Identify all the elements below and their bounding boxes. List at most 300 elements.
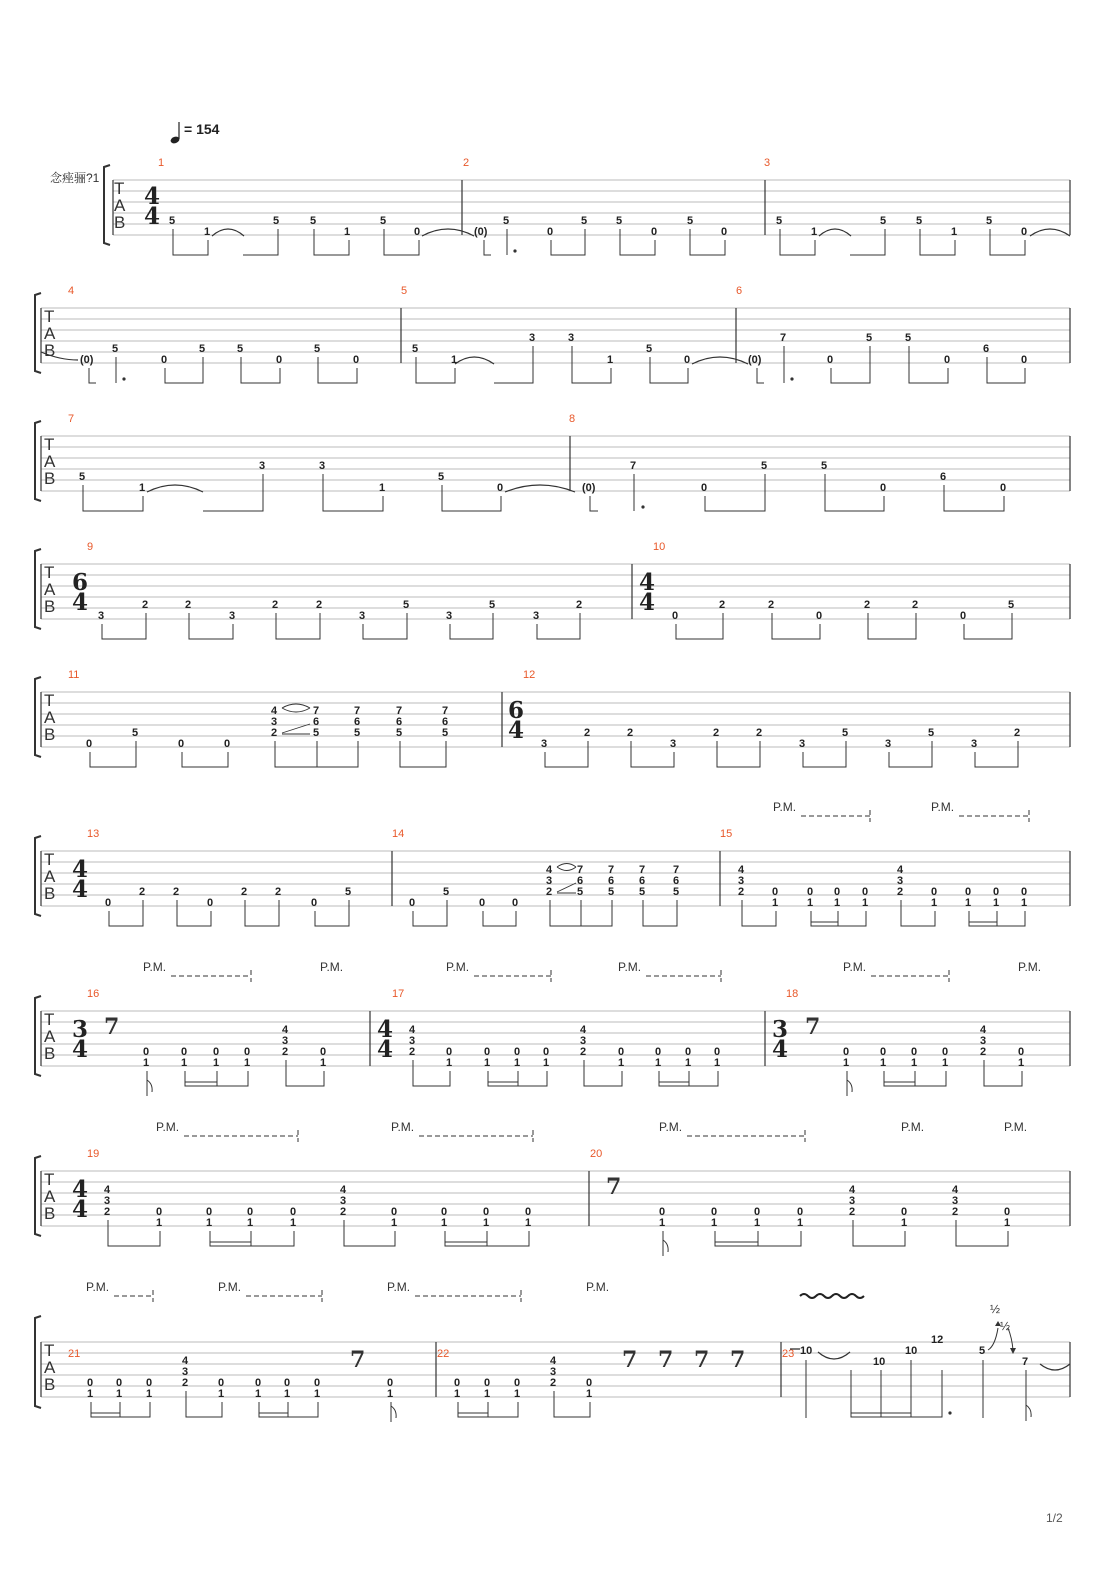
fret-number: 1 xyxy=(484,1057,491,1069)
fret-number: 1 xyxy=(484,1388,491,1400)
fret-number: 2 xyxy=(272,599,279,611)
fret-number: 2 xyxy=(897,886,904,898)
fret-number: 5 xyxy=(79,471,86,483)
fret-number: 3 xyxy=(971,738,978,750)
fret-number: 3 xyxy=(799,738,806,750)
chord-column xyxy=(577,864,679,898)
fret-number: 2 xyxy=(173,886,180,898)
fret-number: 0 xyxy=(797,1206,804,1218)
fret-number: 3 xyxy=(409,1035,416,1047)
fret-number: 1 xyxy=(320,1057,327,1069)
fret-number: 0 xyxy=(353,354,360,366)
fret-number: 1 xyxy=(213,1057,220,1069)
fret-number: 1 xyxy=(807,897,814,909)
fret-number: 1 xyxy=(880,1057,887,1069)
eighth-rest: 7 xyxy=(350,1347,366,1373)
measure-number: 18 xyxy=(786,988,799,1000)
fret-number: 0 xyxy=(156,1206,163,1218)
fret-number: 5 xyxy=(673,886,680,898)
tab-clef-a: A xyxy=(44,1187,56,1206)
fret-number: 1 xyxy=(607,354,614,366)
fret-number: 2 xyxy=(271,727,278,739)
palm-mute-label: P.M. xyxy=(218,1280,242,1294)
fret-number: 3 xyxy=(952,1195,959,1207)
power-chord-pattern xyxy=(104,1184,1010,1229)
palm-mute-label: P.M. xyxy=(773,800,797,814)
fret-number: 0 xyxy=(512,897,519,909)
fret-number: 1 xyxy=(659,1217,666,1229)
fret-number: 0 xyxy=(655,1046,662,1058)
time-sig-top: 3 xyxy=(72,1016,89,1043)
fret-number: 5 xyxy=(986,215,993,227)
fret-number: 5 xyxy=(345,886,352,898)
fret-number: 3 xyxy=(885,738,892,750)
time-sig-top: 4 xyxy=(72,856,89,883)
fret-number: 1 xyxy=(314,1388,321,1400)
fret-number: 2 xyxy=(142,599,149,611)
fret-number: 5 xyxy=(866,332,873,344)
time-sig-top: 4 xyxy=(639,569,656,596)
tab-clef-b: B xyxy=(44,341,56,360)
fret-number: 1 xyxy=(139,482,146,494)
fret-number: 4 xyxy=(104,1184,111,1196)
fret-number: 2 xyxy=(912,599,919,611)
fret-number: 3 xyxy=(98,610,105,622)
fret-number: 1 xyxy=(772,897,779,909)
fret-number: 5 xyxy=(112,343,119,355)
fret-number: 0 xyxy=(1021,226,1028,238)
fret-number: 3 xyxy=(259,460,266,472)
tab-clef-a: A xyxy=(44,867,56,886)
fret-number: 0 xyxy=(446,1046,453,1058)
tab-clef-t: T xyxy=(44,1010,55,1029)
fret-number: 0 xyxy=(454,1377,461,1389)
fret-number: 0 xyxy=(944,354,951,366)
fret-number: 1 xyxy=(391,1217,398,1229)
fret-number: 1 xyxy=(1021,897,1028,909)
eighth-rest: 7 xyxy=(104,1014,120,1040)
tab-clef-b: B xyxy=(44,1204,56,1223)
time-sig-bottom: 4 xyxy=(639,589,656,616)
fret-number: 1 xyxy=(993,897,1000,909)
fret-number: 0 xyxy=(483,1206,490,1218)
fret-number: 0 xyxy=(1021,886,1028,898)
fret-number: 5 xyxy=(776,215,783,227)
fret-number: 3 xyxy=(550,1366,557,1378)
fret-number: (0) xyxy=(582,482,596,494)
fret-number: 1 xyxy=(714,1057,721,1069)
eighth-rest: 7 xyxy=(694,1347,710,1373)
time-sig-top: 6 xyxy=(72,569,89,596)
power-chord-pattern xyxy=(738,864,1027,909)
palm-mute-label: P.M. xyxy=(1018,960,1042,974)
fret-number: 0 xyxy=(290,1206,297,1218)
fret-number: 3 xyxy=(529,332,536,344)
fret-number: 4 xyxy=(849,1184,856,1196)
fret-number: 1 xyxy=(901,1217,908,1229)
fret-number: 0 xyxy=(701,482,708,494)
fret-number: 0 xyxy=(314,1377,321,1389)
fret-number: 6 xyxy=(608,875,615,887)
fret-number: 0 xyxy=(178,738,185,750)
fret-number: 1 xyxy=(483,1217,490,1229)
measure-number: 23 xyxy=(782,1348,795,1360)
fret-number: (0) xyxy=(80,354,94,366)
fret-number: 1 xyxy=(1004,1217,1011,1229)
tab-clef-b: B xyxy=(44,884,56,903)
fret-number: 3 xyxy=(319,460,326,472)
fret-number: 5 xyxy=(354,727,361,739)
fret-number: 0 xyxy=(911,1046,918,1058)
fret-number: 1 xyxy=(344,226,351,238)
fret-number: 2 xyxy=(282,1046,289,1058)
fret-number: 5 xyxy=(443,886,450,898)
fret-number: 1 xyxy=(931,897,938,909)
fret-number: 1 xyxy=(655,1057,662,1069)
fret-number: 1 xyxy=(204,226,211,238)
fret-number: 7 xyxy=(396,705,403,717)
fret-number: 3 xyxy=(738,875,745,887)
fret-number: 0 xyxy=(218,1377,225,1389)
fret-number: 2 xyxy=(275,886,282,898)
fret-number: 4 xyxy=(282,1024,289,1036)
fret-number: 5 xyxy=(905,332,912,344)
chord-column xyxy=(354,705,448,739)
fret-number: 6 xyxy=(313,716,320,728)
fret-number: 0 xyxy=(441,1206,448,1218)
fret-number: 1 xyxy=(1018,1057,1025,1069)
fret-number: 4 xyxy=(738,864,745,876)
tab-clef-b: B xyxy=(44,469,56,488)
fret-number: 3 xyxy=(104,1195,111,1207)
fret-number: 1 xyxy=(586,1388,593,1400)
fret-number: 1 xyxy=(618,1057,625,1069)
fret-number: 0 xyxy=(276,354,283,366)
fret-number: 1 xyxy=(514,1388,521,1400)
fret-number: 12 xyxy=(931,1334,944,1346)
tab-clef-b: B xyxy=(44,597,56,616)
fret-number: 2 xyxy=(580,1046,587,1058)
fret-number: 1 xyxy=(156,1217,163,1229)
fret-number: 0 xyxy=(284,1377,291,1389)
fret-number: 0 xyxy=(651,226,658,238)
fret-number: 5 xyxy=(928,727,935,739)
palm-mute-label: P.M. xyxy=(156,1120,180,1134)
measure-number: 12 xyxy=(523,669,536,681)
time-sig-bottom: 4 xyxy=(772,1036,789,1063)
fret-number: 3 xyxy=(670,738,677,750)
fret-number: 5 xyxy=(442,727,449,739)
fret-number: 5 xyxy=(687,215,694,227)
tab-clef-t: T xyxy=(44,1341,55,1360)
fret-number: 5 xyxy=(842,727,849,739)
measure-number: 6 xyxy=(736,285,743,297)
fret-number: 1 xyxy=(843,1057,850,1069)
time-sig-bottom: 4 xyxy=(72,589,89,616)
fret-number: (0) xyxy=(748,354,762,366)
measure-number: 1 xyxy=(158,157,165,169)
fret-number: 0 xyxy=(816,610,823,622)
fret-number: 0 xyxy=(711,1206,718,1218)
fret-number: 5 xyxy=(581,215,588,227)
fret-number: 1 xyxy=(797,1217,804,1229)
fret-number: 1 xyxy=(525,1217,532,1229)
fret-number: 5 xyxy=(489,599,496,611)
time-sig-bottom: 4 xyxy=(72,1196,89,1223)
fret-number: 6 xyxy=(639,875,646,887)
fret-number: 0 xyxy=(931,886,938,898)
measure-number: 22 xyxy=(437,1348,450,1360)
fret-number: 5 xyxy=(880,215,887,227)
fret-number: 3 xyxy=(897,875,904,887)
track-name: 念痤骊?1 xyxy=(50,171,100,185)
fret-number: (0) xyxy=(474,226,488,238)
fret-number: 0 xyxy=(659,1206,666,1218)
fret-number: 4 xyxy=(409,1024,416,1036)
fret-number: 5 xyxy=(132,727,139,739)
fret-number: 5 xyxy=(916,215,923,227)
fret-number: 1 xyxy=(247,1217,254,1229)
fret-number: 0 xyxy=(772,886,779,898)
fret-number: 5 xyxy=(199,343,206,355)
tab-clef-a: A xyxy=(44,1027,56,1046)
fret-number: 1 xyxy=(911,1057,918,1069)
time-sig-top: 4 xyxy=(377,1016,394,1043)
system-9 xyxy=(35,1280,1070,1422)
fret-number: 2 xyxy=(576,599,583,611)
fret-number: 1 xyxy=(244,1057,251,1069)
fret-number: 1 xyxy=(834,897,841,909)
fret-number: 1 xyxy=(218,1388,225,1400)
fret-number: 0 xyxy=(414,226,421,238)
bend-amount: ½ xyxy=(990,1302,1001,1316)
fret-number: 4 xyxy=(580,1024,587,1036)
fret-number: 0 xyxy=(960,610,967,622)
time-sig-top: 6 xyxy=(508,697,525,724)
fret-number: 0 xyxy=(685,1046,692,1058)
measure-number: 14 xyxy=(392,828,405,840)
tab-clef-a: A xyxy=(44,452,56,471)
fret-number: 0 xyxy=(143,1046,150,1058)
measure-number: 17 xyxy=(392,988,405,1000)
fret-number: 0 xyxy=(880,1046,887,1058)
palm-mute-label: P.M. xyxy=(659,1120,683,1134)
fret-number: 0 xyxy=(181,1046,188,1058)
fret-number: 5 xyxy=(821,460,828,472)
fret-number: 0 xyxy=(843,1046,850,1058)
fret-number: 1 xyxy=(146,1388,153,1400)
fret-number: 6 xyxy=(983,343,990,355)
time-sig-bottom: 4 xyxy=(144,203,161,230)
fret-number: 5 xyxy=(646,343,653,355)
fret-number: 2 xyxy=(316,599,323,611)
measure-number: 8 xyxy=(569,413,576,425)
fret-number: 2 xyxy=(104,1206,111,1218)
fret-number: 0 xyxy=(1000,482,1007,494)
time-sig-top: 4 xyxy=(144,183,161,210)
vibrato-mark xyxy=(800,1294,864,1298)
fret-number: 0 xyxy=(105,897,112,909)
fret-number: 7 xyxy=(1022,1356,1029,1368)
fret-number: 0 xyxy=(807,886,814,898)
fret-number: 2 xyxy=(952,1206,959,1218)
fret-number: 1 xyxy=(87,1388,94,1400)
fret-number: 0 xyxy=(244,1046,251,1058)
fret-number: 0 xyxy=(213,1046,220,1058)
fret-number: 3 xyxy=(229,610,236,622)
tab-clef-t: T xyxy=(114,179,125,198)
tab-clef-b: B xyxy=(114,213,126,232)
fret-number: 4 xyxy=(952,1184,959,1196)
fret-number: 3 xyxy=(282,1035,289,1047)
fret-number: 0 xyxy=(1018,1046,1025,1058)
fret-number: 3 xyxy=(340,1195,347,1207)
system-1 xyxy=(104,157,1070,255)
fret-number: 7 xyxy=(577,864,584,876)
fret-number: 3 xyxy=(541,738,548,750)
fret-number: 0 xyxy=(206,1206,213,1218)
palm-mute-label: P.M. xyxy=(843,960,867,974)
fret-number: 2 xyxy=(738,886,745,898)
time-sig-top: 3 xyxy=(772,1016,789,1043)
measure-number: 19 xyxy=(87,1148,100,1160)
fret-number: 2 xyxy=(768,599,775,611)
fret-number: 3 xyxy=(980,1035,987,1047)
fret-number: 10 xyxy=(800,1345,813,1357)
fret-number: 2 xyxy=(550,1377,557,1389)
fret-number: 5 xyxy=(273,215,280,227)
fret-number: 2 xyxy=(849,1206,856,1218)
fret-number: 1 xyxy=(754,1217,761,1229)
fret-number: 0 xyxy=(387,1377,394,1389)
fret-number: 5 xyxy=(412,343,419,355)
measure-number: 4 xyxy=(68,285,75,297)
fret-number: 3 xyxy=(580,1035,587,1047)
system-6 xyxy=(35,800,1070,926)
fret-number: 0 xyxy=(255,1377,262,1389)
measure-number: 20 xyxy=(590,1148,603,1160)
fret-number: 2 xyxy=(139,886,146,898)
tab-clef-b: B xyxy=(44,1375,56,1394)
fret-number: 4 xyxy=(550,1355,557,1367)
fret-number: 2 xyxy=(409,1046,416,1058)
fret-number: 3 xyxy=(182,1366,189,1378)
tab-clef-a: A xyxy=(44,580,56,599)
fret-number: 0 xyxy=(247,1206,254,1218)
measure-number: 9 xyxy=(87,541,94,553)
time-sig-bottom: 4 xyxy=(508,717,525,744)
fret-number: 10 xyxy=(873,1356,886,1368)
fret-number: 1 xyxy=(116,1388,123,1400)
fret-number: 0 xyxy=(525,1206,532,1218)
power-chord-pattern xyxy=(87,1355,592,1400)
palm-mute-label: P.M. xyxy=(1004,1120,1028,1134)
fret-number: 0 xyxy=(827,354,834,366)
fret-number: 2 xyxy=(584,727,591,739)
tab-clef-a: A xyxy=(44,324,56,343)
fret-number: 0 xyxy=(514,1046,521,1058)
fret-number: 1 xyxy=(454,1388,461,1400)
fret-number: 1 xyxy=(951,226,958,238)
fret-number: 0 xyxy=(965,886,972,898)
fret-number: 7 xyxy=(442,705,449,717)
fret-number: 5 xyxy=(313,727,320,739)
fret-number: 0 xyxy=(161,354,168,366)
palm-mute-label: P.M. xyxy=(320,960,344,974)
fret-number: 0 xyxy=(942,1046,949,1058)
tab-clef-t: T xyxy=(44,691,55,710)
fret-number: 0 xyxy=(862,886,869,898)
fret-number: 7 xyxy=(780,332,787,344)
fret-number: 7 xyxy=(354,705,361,717)
tab-clef-a: A xyxy=(44,708,56,727)
measure-number: 7 xyxy=(68,413,75,425)
eighth-rest: 7 xyxy=(622,1347,638,1373)
fret-number: 2 xyxy=(185,599,192,611)
time-sig-bottom: 4 xyxy=(72,1036,89,1063)
fret-number: 0 xyxy=(484,1377,491,1389)
tab-clef-t: T xyxy=(44,1170,55,1189)
measure-number: 11 xyxy=(68,669,80,681)
measure-number: 10 xyxy=(653,541,666,553)
tempo-label: = 154 xyxy=(184,121,220,137)
tab-clef-t: T xyxy=(44,307,55,326)
fret-number: 0 xyxy=(721,226,728,238)
fret-number: 5 xyxy=(314,343,321,355)
fret-number: 5 xyxy=(310,215,317,227)
fret-number: 5 xyxy=(577,886,584,898)
palm-mute-label: P.M. xyxy=(446,960,470,974)
fret-number: 10 xyxy=(905,1345,918,1357)
fret-number: 0 xyxy=(514,1377,521,1389)
fret-number: 4 xyxy=(182,1355,189,1367)
fret-number: 0 xyxy=(207,897,214,909)
fret-number: 0 xyxy=(618,1046,625,1058)
fret-number: 0 xyxy=(479,897,486,909)
fret-number: 1 xyxy=(181,1057,188,1069)
fret-number: 0 xyxy=(224,738,231,750)
tab-clef-t: T xyxy=(44,563,55,582)
palm-mute-label: P.M. xyxy=(391,1120,415,1134)
fret-number: 1 xyxy=(451,354,458,366)
fret-number: 7 xyxy=(639,864,646,876)
palm-mute-label: P.M. xyxy=(901,1120,925,1134)
fret-number: 2 xyxy=(182,1377,189,1389)
system-5 xyxy=(35,669,1070,767)
fret-number: 5 xyxy=(608,886,615,898)
fret-number: 3 xyxy=(271,716,278,728)
system-4 xyxy=(35,541,1070,639)
fret-number: 1 xyxy=(143,1057,150,1069)
fret-number: 0 xyxy=(1021,354,1028,366)
palm-mute-label: P.M. xyxy=(387,1280,411,1294)
fret-number: 0 xyxy=(672,610,679,622)
tab-clef-t: T xyxy=(44,435,55,454)
fret-number: 7 xyxy=(313,705,320,717)
page-number: 1/2 xyxy=(1046,1511,1063,1525)
fret-number: 0 xyxy=(146,1377,153,1389)
fret-number: 5 xyxy=(979,1345,986,1357)
palm-mute-label: P.M. xyxy=(618,960,642,974)
fret-number: 5 xyxy=(403,599,410,611)
fret-number: 5 xyxy=(438,471,445,483)
fret-number: 1 xyxy=(284,1388,291,1400)
fret-number: 4 xyxy=(897,864,904,876)
fret-number: 1 xyxy=(387,1388,394,1400)
eighth-rest: 7 xyxy=(658,1347,674,1373)
fret-number: 5 xyxy=(503,215,510,227)
fret-number: 2 xyxy=(340,1206,347,1218)
